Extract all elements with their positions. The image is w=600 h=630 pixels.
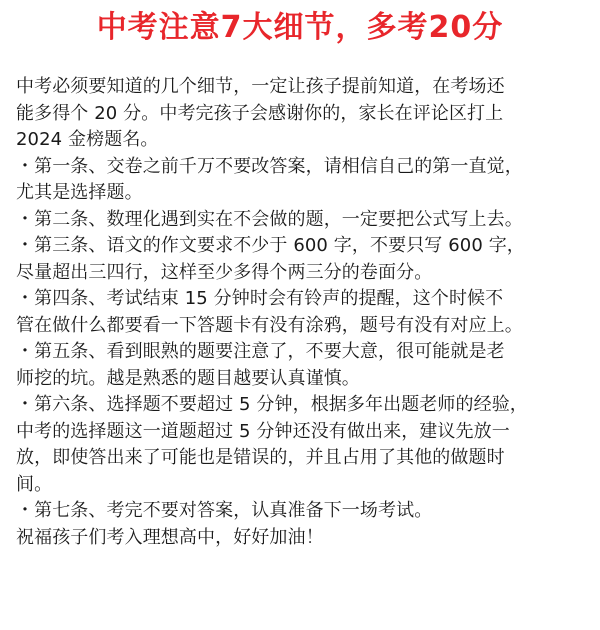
text-line: 师挖的坑。越是熟悉的题目越要认真谨慎。 xyxy=(16,367,360,389)
text-line: 尤其是选择题。 xyxy=(16,182,143,203)
page-title: 中考注意7大细节，多考20分 xyxy=(96,10,504,45)
text-line: 祝福孩子们考入理想高中，好好加油！ xyxy=(16,526,324,548)
text-line: 能多得个 20 分。中考完孩子会感谢你的，家长在评论区打上 xyxy=(16,102,504,124)
text-line: ・第六条、选择题不要超过 5 分钟，根据多年出题老师的经验， xyxy=(16,394,528,415)
text-line: 2024 金榜题名。 xyxy=(16,129,159,150)
text-line: ・第五条、看到眼熟的题要注意了，不要大意，很可能就是老 xyxy=(16,341,505,362)
text-line: 中考必须要知道的几个细节，一定让孩子提前知道，在考场还 xyxy=(16,76,505,97)
text-line: 放，即使答出来了可能也是错误的，并且占用了其他的做题时 xyxy=(16,447,505,468)
text-line: ・第七条、考完不要对答案，认真准备下一场考试。 xyxy=(16,500,433,521)
text-line: ・第二条、数理化遇到实在不会做的题，一定要把公式写上去。 xyxy=(16,208,523,230)
text-line: ・第一条、交卷之前千万不要改答案，请相信自己的第一直觉， xyxy=(16,155,523,177)
text-line: ・第四条、考试结束 15 分钟时会有铃声的提醒，这个时候不 xyxy=(16,288,504,309)
text-line: 管在做什么都要看一下答题卡有没有涂鸦，题号有没有对应上。 xyxy=(16,314,523,336)
article-body xyxy=(16,74,590,551)
text-line: 间。 xyxy=(16,473,53,495)
text-line: 中考的选择题这一道题超过 5 分钟还没有做出来，建议先放一 xyxy=(16,420,510,442)
text-line: ・第三条、语文的作文要求不少于 600 字，不要只写 600 字， xyxy=(16,235,525,256)
text-line: 尽量超出三四行，这样至少多得个两三分的卷面分。 xyxy=(16,261,433,283)
